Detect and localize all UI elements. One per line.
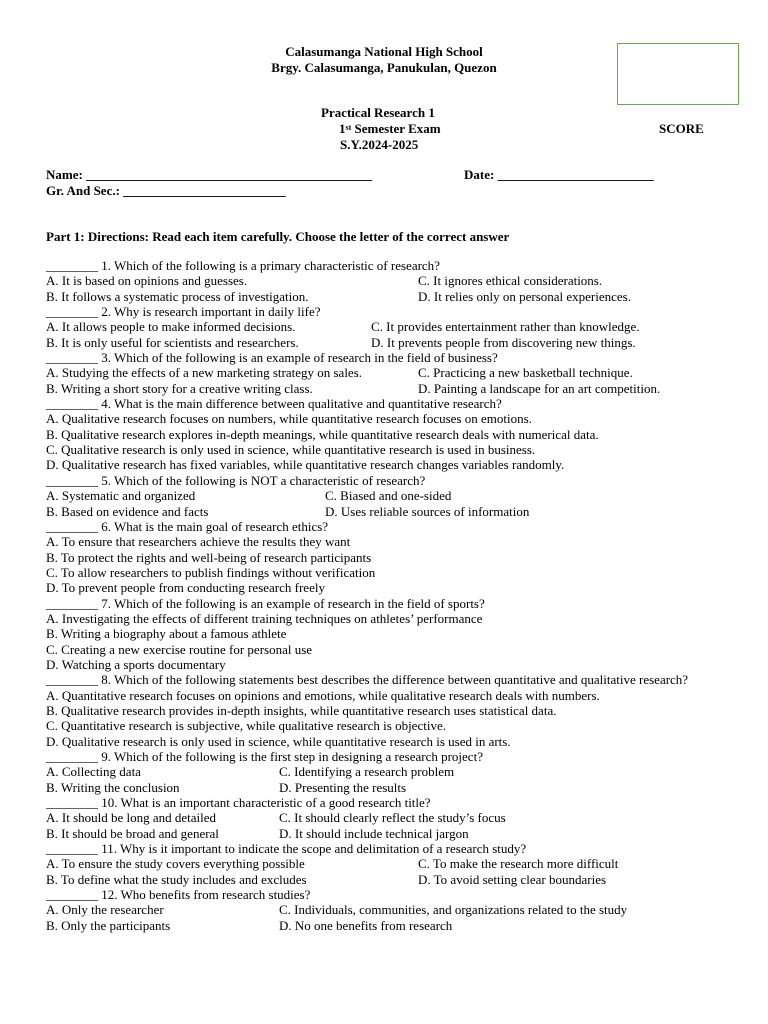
option-d[interactable]: D. No one benefits from research [279, 917, 453, 933]
option-row [46, 856, 706, 871]
option-a[interactable]: A. Investigating the effects of different training techniques on athletes’ performance [46, 610, 483, 626]
question-stem: ________ 4. What is the main difference between qualitative and quantitative research? [46, 396, 502, 412]
question-stem: ________ 5. Which of the following is NOT a characteristic of research? [46, 472, 426, 488]
question-stem: ________ 7. Which of the following is an example of research in the field of sports? [46, 595, 485, 611]
option-row [46, 918, 706, 933]
option-b[interactable]: B. It follows a systematic process of investigation. [46, 288, 309, 304]
option-c[interactable]: C. Biased and one-sided [325, 488, 452, 504]
option-d[interactable]: D. To avoid setting clear boundaries [418, 871, 607, 887]
option-a[interactable]: A. Collecting data [46, 764, 141, 780]
question-stem: ________ 11. Why is it important to indicate the scope and delimitation of a research study? [46, 841, 527, 857]
option-b[interactable]: B. Qualitative research explores in-depth meanings, while quantitative research deals with numerical data. [46, 426, 599, 442]
school-name: Calasumanga National High School [285, 44, 483, 59]
option-row [46, 335, 706, 350]
option-c[interactable]: C. It should clearly reflect the study’s focus [279, 810, 506, 826]
option-d[interactable]: D. It prevents people from discovering new things. [371, 334, 636, 350]
option-c[interactable]: C. Qualitative research is only used in science, while quantitative research is used in business. [46, 442, 536, 458]
option-d[interactable]: D. To prevent people from conducting research freely [46, 580, 325, 596]
question-stem: ________ 8. Which of the following statements best describes the difference between quantitative and qualitative research? [46, 672, 689, 688]
question-stem: ________ 3. Which of the following is an example of research in the field of business? [46, 350, 498, 366]
option-row [46, 764, 706, 779]
semester-title: 1st Semester Exam [339, 121, 441, 136]
option-a[interactable]: A. Quantitative research focuses on opinions and emotions, while qualitative research deals with numbers. [46, 687, 600, 703]
option-a[interactable]: A. Studying the effects of a new marketing strategy on sales. [46, 365, 363, 381]
option-b[interactable]: B. Writing a short story for a creative writing class. [46, 380, 313, 396]
question-stem: ________ 9. Which of the following is the first step in designing a research project? [46, 749, 483, 764]
option-a[interactable]: A. It should be long and detailed [46, 810, 217, 826]
option-row [46, 365, 706, 380]
option-c[interactable]: C. To allow researchers to publish findings without verification [46, 564, 376, 580]
option-c[interactable]: C. It ignores ethical considerations. [418, 273, 603, 289]
question-stem: ________ 1. Which of the following is a primary characteristic of research? [46, 258, 440, 273]
name-field[interactable]: Name: ____________________________________________ [46, 167, 373, 182]
option-d[interactable]: D. It relies only on personal experiences. [418, 288, 631, 304]
option-row [46, 289, 706, 304]
questions-list [46, 258, 706, 933]
option-d[interactable]: D. Presenting the results [279, 779, 407, 795]
option-row [46, 319, 706, 334]
option-a[interactable]: A. Only the researcher [46, 902, 164, 918]
school-address: Brgy. Calasumanga, Panukulan, Quezon [271, 60, 497, 75]
part1-directions: Part 1: Directions: Read each item carefully. Choose the letter of the correct answer [46, 229, 510, 244]
option-row [46, 381, 706, 396]
option-a[interactable]: A. It is based on opinions and guesses. [46, 273, 248, 289]
option-row [46, 780, 706, 795]
date-field[interactable]: Date: ________________________ [464, 167, 654, 182]
option-a[interactable]: A. Systematic and organized [46, 488, 196, 504]
option-c[interactable]: C. Identifying a research problem [279, 764, 455, 780]
option-row [46, 810, 706, 825]
option-d[interactable]: D. Uses reliable sources of information [325, 503, 530, 519]
option-a[interactable]: A. To ensure the study covers everything possible [46, 856, 305, 872]
option-d[interactable]: D. Qualitative research is only used in science, while quantitative research is used in arts. [46, 733, 511, 749]
question-stem: ________ 2. Why is research important in daily life? [46, 304, 321, 320]
option-c[interactable]: C. It provides entertainment rather than knowledge. [371, 319, 640, 335]
option-row [46, 872, 706, 887]
option-d[interactable]: D. Qualitative research has fixed variables, while quantitative research changes variables randomly. [46, 457, 565, 473]
option-b[interactable]: B. To protect the rights and well-being of research participants [46, 549, 372, 565]
option-b[interactable]: B. Based on evidence and facts [46, 503, 209, 519]
option-c[interactable]: C. Individuals, communities, and organizations related to the study [279, 902, 628, 918]
option-b[interactable]: B. It should be broad and general [46, 825, 219, 841]
subject-title: Practical Research 1 [321, 105, 435, 120]
option-c[interactable]: C. Creating a new exercise routine for personal use [46, 641, 313, 657]
option-row [46, 902, 706, 917]
option-b[interactable]: B. Qualitative research provides in-depth insights, while quantitative research uses statistical data. [46, 702, 557, 718]
option-a[interactable]: A. It allows people to make informed decisions. [46, 319, 296, 335]
option-b[interactable]: B. Writing the conclusion [46, 779, 180, 795]
score-label: SCORE [659, 121, 704, 136]
option-b[interactable]: B. Writing a biography about a famous athlete [46, 626, 287, 642]
option-a[interactable]: A. Qualitative research focuses on numbers, while quantitative research focuses on emotions. [46, 411, 532, 427]
question-stem: ________ 12. Who benefits from research studies? [46, 887, 311, 903]
option-c[interactable]: C. Practicing a new basketball technique. [418, 365, 633, 381]
option-d[interactable]: D. It should include technical jargon [279, 825, 469, 841]
grade-section-field[interactable]: Gr. And Sec.: _________________________ [46, 183, 286, 198]
option-b[interactable]: B. It is only useful for scientists and researchers. [46, 334, 299, 350]
option-row [46, 488, 706, 503]
option-d[interactable]: D. Watching a sports documentary [46, 656, 226, 672]
school-year: S.Y.2024-2025 [340, 137, 419, 152]
question-stem: ________ 10. What is an important characteristic of a good research title? [46, 795, 431, 811]
option-c[interactable]: C. Quantitative research is subjective, while qualitative research is objective. [46, 718, 446, 734]
option-b[interactable]: B. Only the participants [46, 917, 171, 933]
option-c[interactable]: C. To make the research more difficult [418, 856, 619, 872]
option-row [46, 273, 706, 288]
option-row [46, 826, 706, 841]
question-stem: ________ 6. What is the main goal of research ethics? [46, 518, 329, 534]
option-a[interactable]: A. To ensure that researchers achieve the results they want [46, 534, 351, 550]
option-b[interactable]: B. To define what the study includes and excludes [46, 871, 307, 887]
option-d[interactable]: D. Painting a landscape for an art competition. [418, 380, 661, 396]
option-row [46, 504, 706, 519]
